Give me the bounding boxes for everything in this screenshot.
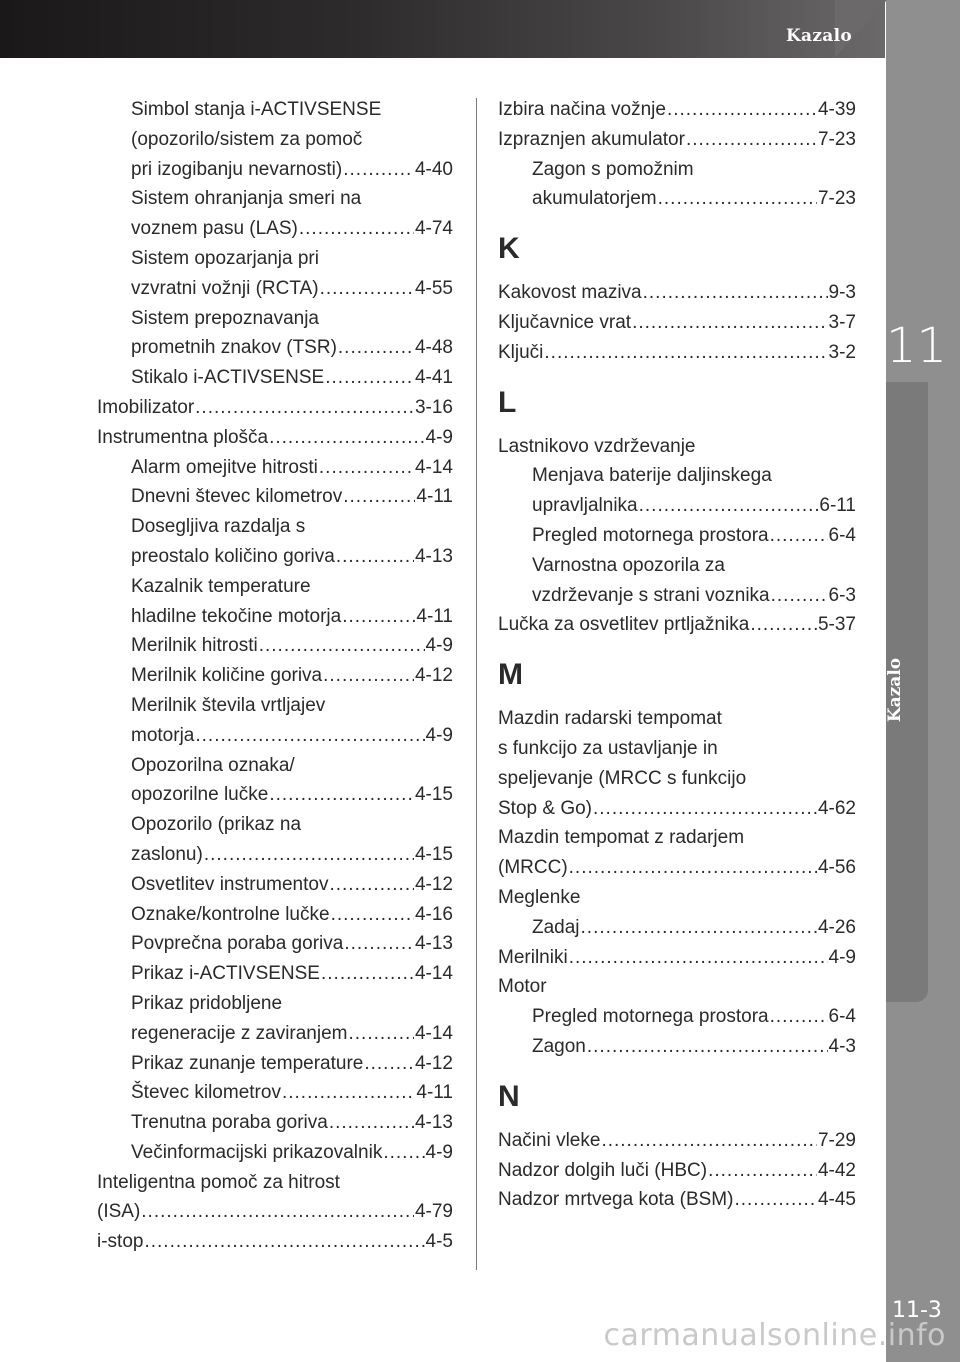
index-entry[interactable] [498,308,856,338]
index-subentry[interactable] [97,274,453,304]
dot-leader [204,840,414,870]
entry-text: Oznake/kontrolne lučke [131,903,330,925]
page-number: 11-3 [892,1298,942,1323]
entry-text: Merilnik hitrosti [131,635,258,657]
dot-leader [383,1138,424,1168]
entry-text: Stikalo i-ACTIVSENSE [131,367,325,389]
entry-text: Opozorilna oznaka/ [131,754,295,776]
entry-text: Sistem ohranjanja smeri na [131,188,362,210]
entry-text: akumulatorjem [532,188,657,210]
index-subentry[interactable] [97,1108,453,1138]
index-subentry[interactable] [97,363,453,393]
entry-page-ref[interactable]: 7-29 [817,1129,856,1151]
index-entry[interactable] [498,338,856,368]
entry-page-ref[interactable]: 4-9 [828,946,856,968]
index-subentry[interactable] [97,1138,453,1168]
entry-text: Opozorilo (prikaz na [131,814,302,836]
entry-page-ref[interactable]: 4-79 [414,1201,453,1223]
index-subentry [97,95,453,125]
index-entry [498,883,856,913]
index-subentry [97,512,453,542]
index-subentry[interactable] [97,333,453,363]
entry-text: Zagon [532,1035,586,1057]
dot-leader [569,853,817,883]
index-entry[interactable] [498,853,856,883]
entry-text: Izpraznjen akumulator [498,128,685,150]
entry-text: Alarm omejitve hitrosti [131,456,318,478]
entry-text: Ključi [498,341,544,363]
index-subentry[interactable] [97,1078,453,1108]
index-subentry [498,551,856,581]
index-entry [498,734,856,764]
entry-text: (opozorilo/sistem za pomoč [131,128,363,150]
index-entry[interactable] [498,610,856,640]
index-subentry[interactable] [97,482,453,512]
entry-text: motorja [131,724,195,746]
entry-page-ref[interactable]: 3-2 [828,341,856,363]
entry-text: Imobilizator [97,396,195,418]
dot-leader [195,721,424,751]
entry-text: i-stop [97,1231,144,1253]
entry-text: Prikaz zunanje temperature [131,1052,364,1074]
entry-page-ref[interactable]: 4-56 [817,857,856,879]
index-subentry [97,751,453,781]
dot-leader [349,1019,414,1049]
entry-page-ref[interactable]: 4-13 [414,933,453,955]
dot-leader [344,929,414,959]
index-subentry[interactable] [97,1019,453,1049]
index-subentry [97,810,453,840]
dot-leader [338,333,414,363]
dot-leader [343,155,414,185]
index-subentry [97,244,453,274]
entry-page-ref[interactable]: 9-3 [828,282,856,304]
entry-page-ref[interactable]: 4-11 [416,1082,453,1104]
index-subentry[interactable] [498,913,856,943]
entry-page-ref[interactable]: 4-3 [828,1035,856,1057]
entry-text: Zagon s pomožnim [532,158,694,180]
entry-page-ref[interactable]: 4-39 [817,99,856,120]
index-letter-heading: N [498,1079,520,1113]
entry-text: Večinformacijski prikazovalnik [131,1141,383,1163]
entry-text: Merilnik števila vrtljajev [131,694,326,716]
entry-text: Lastnikovo vzdrževanje [498,435,696,457]
dot-leader [750,610,817,640]
dot-leader [658,184,817,214]
index-subentry [97,691,453,721]
index-letter-heading: L [498,385,517,419]
dot-leader [336,542,414,572]
entry-page-ref[interactable]: 4-13 [414,545,453,567]
dot-leader [144,1227,424,1257]
entry-page-ref[interactable]: 6-4 [828,524,856,546]
entry-text: zaslonu) [131,843,203,865]
index-subentry[interactable] [498,521,856,551]
index-subentry[interactable] [97,721,453,751]
entry-text: Sistem opozarjanja pri [131,247,319,269]
entry-page-ref[interactable]: 3-16 [414,396,453,418]
entry-text: Števec kilometrov [131,1082,281,1104]
dot-leader [639,491,819,521]
entry-text: voznem pasu (LAS) [131,218,298,240]
entry-text: Simbol stanja i-ACTIVSENSE [131,99,382,120]
dot-leader [320,274,414,304]
index-entry[interactable] [498,943,856,973]
entry-page-ref[interactable]: 4-41 [414,367,453,389]
dot-leader [282,1078,415,1108]
entry-text: s funkcijo za ustavljanje in [498,737,718,759]
index-subentry[interactable] [97,542,453,572]
dot-leader [319,453,414,483]
dot-leader [331,900,414,930]
entry-text: Izbira načina vožnje [498,99,666,120]
entry-text: hladilne tekočine motorja [131,605,342,627]
dot-leader [734,1185,817,1215]
index-subentry[interactable] [97,631,453,661]
dot-leader [569,943,828,973]
entry-text: vzvratni vožnji (RCTA) [131,277,319,299]
entry-page-ref[interactable]: 4-62 [817,797,856,819]
index-subentry[interactable] [97,959,453,989]
index-subentry [97,989,453,1019]
index-subentry[interactable] [97,214,453,244]
entry-page-ref[interactable]: 4-14 [414,456,453,478]
index-entry [498,432,856,462]
entry-text: Načini vleke [498,1129,601,1151]
entry-page-ref[interactable]: 4-13 [414,1112,453,1134]
entry-text: (MRCC) [498,857,568,879]
entry-page-ref[interactable]: 4-12 [414,873,453,895]
entry-text: Meglenke [498,886,581,908]
dot-leader [325,363,414,393]
index-subentry[interactable] [97,870,453,900]
entry-text: Ključavnice vrat [498,311,632,333]
index-entry [498,704,856,734]
entry-page-ref[interactable]: 4-15 [414,843,453,865]
dot-leader [343,482,415,512]
entry-page-ref[interactable]: 4-45 [817,1189,856,1211]
index-subentry[interactable] [498,491,856,521]
entry-text: opozorilne lučke [131,784,269,806]
index-entry[interactable] [498,278,856,308]
index-subentry [97,125,453,155]
header-title: Kazalo [785,26,852,46]
entry-text: Trenutna poraba goriva [131,1112,328,1134]
dot-leader [770,521,828,551]
index-subentry[interactable] [97,602,453,632]
dot-leader [321,959,414,989]
index-subentry[interactable] [97,1049,453,1079]
index-column-right [498,95,856,1215]
entry-text: Merilniki [498,946,568,968]
index-letter-heading: K [498,232,520,266]
entry-text: Kazalnik temperature [131,575,311,597]
entry-text: prometnih znakov (TSR) [131,337,337,359]
entry-page-ref[interactable]: 4-9 [425,1141,453,1163]
dot-leader [593,794,817,824]
watermark: carmanualsonline.info [603,1318,946,1353]
index-subentry[interactable] [498,1002,856,1032]
dot-leader [667,95,817,125]
entry-text: Sistem prepoznavanja [131,307,319,329]
entry-page-ref[interactable]: 6-11 [819,495,856,517]
entry-page-ref[interactable]: 4-11 [416,486,453,508]
index-entry[interactable] [498,794,856,824]
index-subentry [498,155,856,185]
entry-text: upravljalnika [532,495,638,517]
entry-text: Mazdin radarski tempomat [498,708,722,730]
dot-leader [587,1032,828,1062]
entry-text: Dosegljiva razdalja s [131,516,306,538]
index-subentry[interactable] [97,155,453,185]
dot-leader [269,780,414,810]
entry-text: Instrumentna plošča [97,426,269,448]
dot-leader [195,393,414,423]
index-entry[interactable] [97,393,453,423]
entry-text: preostalo količino goriva [131,545,335,567]
index-subentry [498,461,856,491]
entry-page-ref[interactable]: 4-26 [817,916,856,938]
index-subentry[interactable] [97,900,453,930]
column-divider [476,98,477,1270]
entry-text: Motor [498,976,547,998]
entry-text: Lučka za osvetlitev prtljažnika [498,614,750,636]
dot-leader [544,338,827,368]
entry-text: Stop & Go) [498,797,592,819]
index-subentry[interactable] [498,581,856,611]
entry-text: Pregled motornega prostora [532,1006,769,1028]
chapter-number: 11 [886,318,948,374]
dot-leader [329,1108,414,1138]
index-subentry[interactable] [498,184,856,214]
entry-page-ref[interactable]: 4-11 [416,605,453,627]
index-subentry [97,572,453,602]
entry-page-ref[interactable]: 6-4 [828,1006,856,1028]
entry-text: Kakovost maziva [498,282,642,304]
entry-text: Merilnik količine goriva [131,665,323,687]
entry-page-ref[interactable]: 4-5 [425,1231,453,1253]
entry-text: Prikaz pridobljene [131,992,283,1014]
index-entry[interactable] [498,95,856,125]
index-subentry[interactable] [97,929,453,959]
index-entry[interactable] [498,1126,856,1156]
entry-text: regeneracije z zaviranjem [131,1022,348,1044]
dot-leader [708,1156,817,1186]
entry-text: Pregled motornega prostora [532,524,769,546]
chapter-tab-label: Kazalo [885,657,905,723]
entry-text: pri izogibanju nevarnosti) [131,158,343,180]
index-subentry [97,304,453,334]
dot-leader [643,278,828,308]
entry-page-ref[interactable]: 3-7 [828,311,856,333]
dot-leader [329,870,414,900]
entry-text: Mazdin tempomat z radarjem [498,827,745,849]
entry-text: speljevanje (MRCC s funkcijo [498,767,747,789]
index-letter-heading: M [498,658,523,692]
dot-leader [364,1049,414,1079]
index-subentry[interactable] [498,1032,856,1062]
dot-leader [686,125,817,155]
entry-page-ref[interactable]: 4-9 [425,724,453,746]
entry-page-ref[interactable]: 4-12 [414,665,453,687]
index-entry[interactable] [97,1227,453,1257]
dot-leader [601,1126,817,1156]
dot-leader [141,1197,414,1227]
entry-page-ref[interactable]: 4-9 [425,635,453,657]
dot-leader [299,214,414,244]
dot-leader [771,581,828,611]
index-column-left [97,95,453,1257]
index-entry[interactable] [498,125,856,155]
entry-page-ref[interactable]: 5-37 [817,614,856,636]
entry-text: Nadzor dolgih luči (HBC) [498,1159,708,1181]
entry-text: Zadaj [532,916,580,938]
index-entry [498,972,856,1002]
entry-page-ref[interactable]: 4-14 [414,963,453,985]
entry-text: Prikaz i-ACTIVSENSE [131,963,320,985]
dot-leader [323,661,414,691]
dot-leader [259,631,425,661]
entry-page-ref[interactable]: 4-55 [414,277,453,299]
entry-page-ref[interactable]: 4-40 [414,158,453,180]
entry-page-ref[interactable]: 4-48 [414,337,453,359]
dot-leader [269,423,424,453]
index-subentry[interactable] [97,661,453,691]
index-entry [97,1168,453,1198]
entry-text: Menjava baterije daljinskega [532,465,772,487]
page-header-bar [0,0,885,58]
entry-text: Povprečna poraba goriva [131,933,344,955]
entry-text: (ISA) [97,1201,141,1223]
index-subentry[interactable] [97,453,453,483]
entry-text: vzdrževanje s strani voznika [532,584,770,606]
entry-page-ref[interactable]: 4-15 [414,784,453,806]
entry-text: Osvetlitev instrumentov [131,873,329,895]
dot-leader [632,308,827,338]
index-entry [498,764,856,794]
entry-page-ref[interactable]: 7-23 [817,128,856,150]
entry-page-ref[interactable]: 4-42 [817,1159,856,1181]
entry-page-ref[interactable]: 4-74 [414,218,453,240]
entry-page-ref[interactable]: 4-14 [414,1022,453,1044]
entry-page-ref[interactable]: 7-23 [817,188,856,210]
entry-text: Dnevni števec kilometrov [131,486,343,508]
index-subentry[interactable] [97,780,453,810]
dot-leader [581,913,817,943]
entry-page-ref[interactable]: 6-3 [828,584,856,606]
entry-page-ref[interactable]: 4-12 [414,1052,453,1074]
index-entry [498,823,856,853]
index-subentry [97,184,453,214]
entry-text: Varnostna opozorila za [532,554,725,576]
index-entry[interactable] [498,1156,856,1186]
index-entry[interactable] [97,1197,453,1227]
index-entry[interactable] [97,423,453,453]
entry-text: Inteligentna pomoč za hitrost [97,1171,340,1193]
dot-leader [770,1002,828,1032]
index-entry[interactable] [498,1185,856,1215]
entry-text: Nadzor mrtvega kota (BSM) [498,1189,734,1211]
index-subentry[interactable] [97,840,453,870]
dot-leader [342,602,415,632]
entry-page-ref[interactable]: 4-16 [414,903,453,925]
entry-page-ref[interactable]: 4-9 [425,426,453,448]
